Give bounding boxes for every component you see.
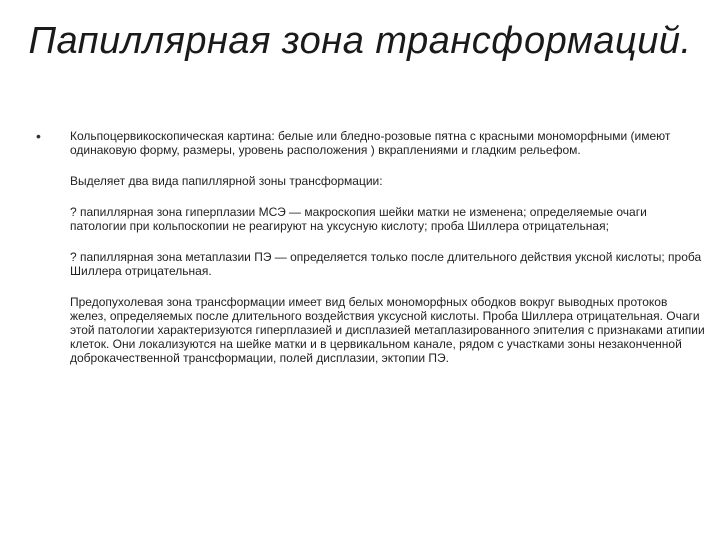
bullet-marker: • bbox=[36, 128, 41, 144]
paragraph-colposcopic-picture: Кольпоцервикоскопическая картина: белые или бледно-розовые пятна с красными мономорфными (имеют одинаковую форму, размеры, уровень расположения ) вкраплениями и гладким рельефом. bbox=[70, 129, 671, 157]
paragraph-two-types: Выделяет два вида папиллярной зоны трансформации: bbox=[70, 174, 383, 188]
slide-title: Папиллярная зона трансформаций. bbox=[28, 20, 692, 62]
bullet-content bbox=[70, 129, 706, 365]
paragraph-metaplasia-zone: ? папиллярная зона метаплазии ПЭ — определяется только после длительного действия уксной кислоты; проба Шиллера отрицательная. bbox=[70, 250, 702, 278]
paragraph-hyperplasia-zone: ? папиллярная зона гиперплазии МСЭ — макроскопия шейки матки не изменена; определяемые очаги патологии при кольпоскопии не реагируют на уксусную кислоту; проба Шиллера отрицательная; bbox=[70, 205, 647, 233]
paragraph-precancerous-zone: Предопухолевая зона трансформации имеет вид белых мономорфных ободков вокруг выводных протоков желез, определяемых после длительного воздействия уксусной кислоты. Проба Шиллера отрицательная. Очаги этой патологии характеризуются гиперплазией и дисплазией метаплазированного эпителия с признаками атипии клеток. Они локализуются на шейке матки и в цервикальном канале, рядом с участками зоны незаконченной доброкачественной трансформации, полей дисплазии, эктопии ПЭ. bbox=[70, 295, 705, 365]
